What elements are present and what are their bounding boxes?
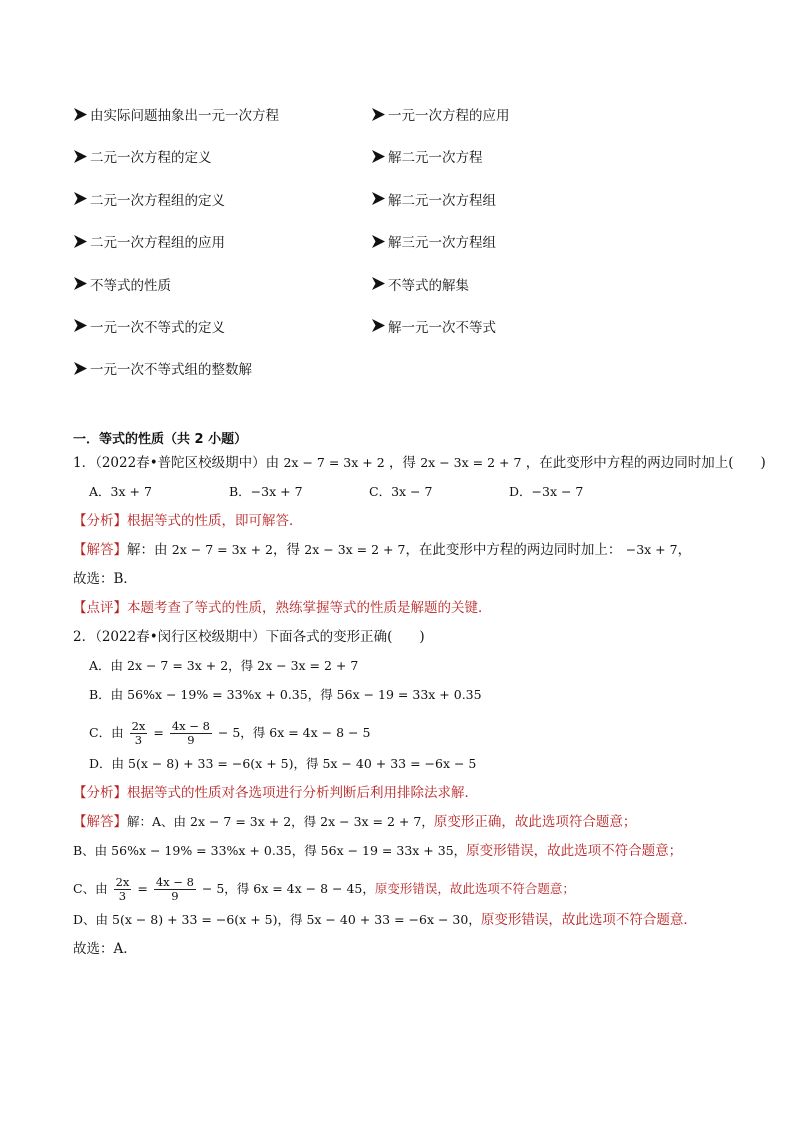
topic-item (73, 358, 371, 378)
q1-answer-c: ，在此变形中方程的两边同时加上： (405, 542, 622, 558)
q2-choose: 故选：A． (73, 941, 137, 957)
q1-comment-text: 本题考查了等式的性质，熟练掌握等式的性质是解题的关键． (127, 600, 492, 616)
q2-option-c[interactable] (73, 713, 733, 753)
q2-answer-c (73, 869, 733, 909)
arrow-bullet-icon (73, 107, 88, 122)
topic-item (73, 104, 371, 124)
q1-options (73, 481, 733, 510)
q2-option-c-suffix: − 5，得 6x = 4x − 8 − 5 (217, 725, 371, 740)
arrow-bullet-icon (371, 107, 386, 122)
q2-answer-d (73, 909, 733, 938)
q2-answer-d-verdict: 原变形错误，故此选项不符合题意． (480, 912, 697, 928)
arrow-bullet-icon (371, 276, 386, 291)
topic-item (371, 189, 691, 209)
topic-row (73, 274, 723, 316)
q2-answer-c-verdict: 原变形错误，故此选项不符合题意； (374, 881, 575, 896)
q1-analysis (73, 510, 733, 539)
q2-option-d[interactable]: D．由 5(x − 8) + 33 = −6(x + 5)，得 5x − 40 + 33 = −6x − 5 (89, 756, 477, 771)
topic-list (73, 104, 723, 401)
topic-item (371, 274, 691, 294)
q1-stem-b: ，得 (388, 455, 416, 471)
fraction-numerator: 2x (131, 719, 146, 733)
arrow-bullet-icon (73, 361, 88, 376)
q1-option-d[interactable]: D．−3x − 7 (509, 484, 584, 499)
fraction-2x-over-3 (114, 876, 132, 903)
topic-item (73, 316, 371, 336)
topic-row (73, 358, 723, 400)
topic-row (73, 146, 723, 188)
section-title: 一．等式的性质（共 2 小题） (73, 432, 248, 447)
q1-eq1: 2x − 7 = 3x + 2 (283, 455, 385, 470)
q2-answer-a-text: 解：A、由 2x − 7 = 3x + 2，得 2x − 3x = 2 + 7， (127, 814, 434, 829)
topic-item (73, 231, 371, 251)
arrow-bullet-icon (371, 318, 386, 333)
topic-label: 解二元一次方程组 (388, 192, 496, 209)
fraction-denominator: 3 (134, 733, 143, 747)
topic-label: 一元一次方程的应用 (388, 108, 510, 124)
q1-answer-eq3: −3x + 7 (625, 542, 678, 557)
q1-analysis-tag: 【分析】 (73, 513, 127, 529)
q2-answer-c-prefix: C、由 (73, 881, 108, 896)
q2-answer-b (73, 840, 733, 869)
arrow-bullet-icon (73, 149, 88, 164)
topic-label: 二元一次方程的定义 (90, 150, 212, 167)
q2-answer-a-verdict: 原变形正确，故此选项符合题意； (433, 814, 637, 830)
q1-answer-a: 解：由 (127, 542, 168, 558)
topic-label: 不等式的解集 (388, 277, 469, 294)
q2-answer-c-text: − 5，得 6x = 4x − 8 − 45， (201, 881, 375, 896)
topic-label: 二元一次方程组的应用 (90, 235, 225, 252)
q2-option-c-prefix: C．由 (89, 725, 124, 740)
topic-label: 不等式的性质 (90, 277, 171, 294)
topic-item (73, 146, 371, 166)
topic-label: 解二元一次方程 (388, 150, 483, 167)
arrow-bullet-icon (371, 191, 386, 206)
q2-analysis (73, 782, 733, 811)
arrow-bullet-icon (371, 149, 386, 164)
arrow-bullet-icon (73, 276, 88, 291)
topic-item (73, 274, 371, 294)
fraction-4x-8-over-9 (170, 720, 212, 747)
exercise-content (73, 428, 766, 967)
q2-answer-b-text: B、由 56%x − 19% = 33%x + 0.35，得 56x − 19 = 33x + 35， (73, 843, 467, 858)
q1-stem-c: ，在此变形中方程的两边同时加上( ) (525, 455, 766, 471)
topic-label: 解三元一次方程组 (388, 235, 496, 252)
q1-option-c[interactable]: C．3x − 7 (369, 484, 433, 499)
q1-eq2: 2x − 3x = 2 + 7 (420, 455, 522, 470)
q1-answer-d: ， (677, 542, 692, 558)
fraction-denominator: 9 (171, 889, 179, 903)
arrow-bullet-icon (371, 234, 386, 249)
q2-analysis-text: 根据等式的性质对各选项进行分析判断后利用排除法求解． (127, 785, 478, 801)
q1-stem-a: 1．（2022春•普陀区校级期中）由 (73, 455, 280, 471)
topic-item (371, 231, 691, 251)
q1-option-b[interactable]: B．−3x + 7 (229, 484, 303, 499)
fraction-numerator: 4x − 8 (171, 719, 210, 733)
q2-analysis-tag: 【分析】 (73, 785, 127, 801)
topic-label: 二元一次方程组的定义 (90, 192, 225, 209)
topic-row (73, 189, 723, 231)
fraction-4x-8-over-9 (154, 876, 196, 903)
q2-option-b[interactable]: B．由 56%x − 19% = 33%x + 0.35，得 56x − 19 = 33x + 0.35 (89, 687, 482, 702)
topic-row (73, 231, 723, 273)
arrow-bullet-icon (73, 234, 88, 249)
q2-answer-tag: 【解答】 (73, 814, 127, 830)
topic-item (371, 104, 691, 124)
topic-item (371, 316, 691, 336)
q1-analysis-text: 根据等式的性质，即可解答． (127, 513, 303, 529)
fraction-denominator: 9 (187, 733, 195, 747)
q1-answer (73, 539, 733, 568)
q1-answer-tag: 【解答】 (73, 542, 127, 558)
topic-label: 由实际问题抽象出一元一次方程 (90, 108, 279, 124)
fraction-numerator: 4x − 8 (155, 875, 194, 889)
equals-sign: = (137, 881, 148, 896)
topic-row (73, 104, 723, 146)
topic-row (73, 316, 723, 358)
topic-label: 一元一次不等式的定义 (90, 319, 225, 336)
q1-answer-b: ，得 (272, 542, 300, 558)
topic-item (73, 189, 371, 209)
topic-label: 一元一次不等式组的整数解 (90, 362, 252, 379)
q2-answer-a (73, 811, 733, 840)
q1-comment (73, 597, 733, 626)
q1-option-a[interactable]: A．3x + 7 (89, 484, 152, 499)
q2-option-a[interactable]: A．由 2x − 7 = 3x + 2，得 2x − 3x = 2 + 7 (89, 658, 359, 673)
q1-comment-tag: 【点评】 (73, 600, 127, 616)
equals-sign: = (153, 725, 164, 740)
arrow-bullet-icon (73, 318, 88, 333)
q2-answer-d-text: D、由 5(x − 8) + 33 = −6(x + 5)，得 5x − 40 + 33 = −6x − 30， (73, 912, 481, 927)
fraction-numerator: 2x (115, 875, 130, 889)
q1-choose: 故选：B． (73, 571, 137, 587)
q1-stem (73, 452, 766, 481)
fraction-denominator: 3 (118, 889, 127, 903)
q2-answer-b-verdict: 原变形错误，故此选项不符合题意； (466, 843, 683, 859)
q2-stem: 2．（2022春•闵行区校级期中）下面各式的变形正确( ) (73, 629, 425, 645)
q1-answer-eq1: 2x − 7 = 3x + 2 (171, 542, 273, 557)
topic-item (371, 146, 691, 166)
fraction-2x-over-3 (130, 720, 148, 747)
topic-label: 解一元一次不等式 (388, 319, 496, 336)
q1-answer-eq2: 2x − 3x = 2 + 7 (304, 542, 406, 557)
arrow-bullet-icon (73, 191, 88, 206)
